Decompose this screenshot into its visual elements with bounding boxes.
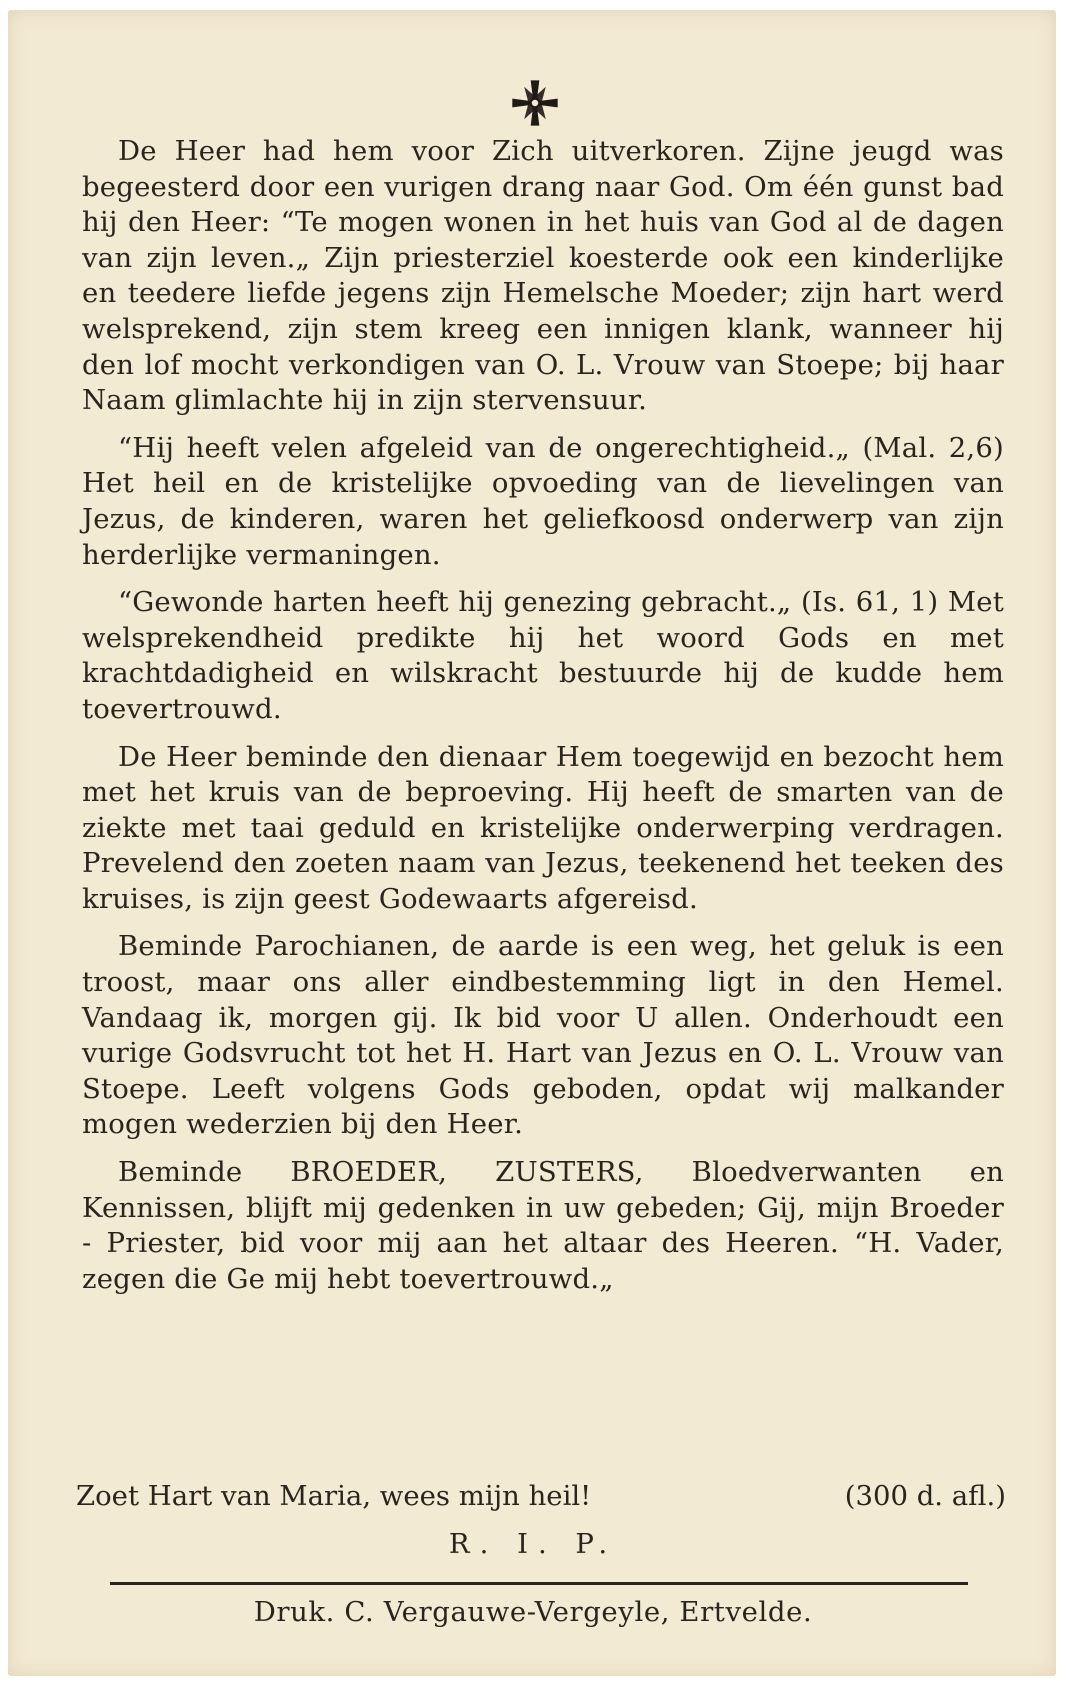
closing-prayer-row <box>76 1480 1006 1512</box>
paragraph-vocation: De Heer had hem voor Zich uitverkoren. Zijne jeugd was begeesterd door een vurigen drang naar God. Om één gunst bad hij den Heer: “Te mogen wonen in het huis van God al de dagen van zijn leven.„ Zijn priesterziel koesterde ook een kinderlijke en teedere liefde jegens zijn Hemelsche Moeder; zijn hart werd welsprekend, zijn stem kreeg een innigen klank, wanneer hij den lof mocht verkondigen van O. L. Vrouw van Stoepe; bij haar Naam glimlachte hij in zijn stervensuur. <box>82 135 1004 417</box>
closing-prayer: Zoet Hart van Maria, wees mijn heil! <box>76 1480 592 1512</box>
paragraph-illness: De Heer beminde den dienaar Hem toegewijd en bezocht hem met het kruis van de beproeving. Hij heeft de smarten van de ziekte met taai geduld en kristelijke onderwerping verdragen. Prevelend den zoeten naam van Jezus, teekenend het teeken des kruises, is zijn geest Godewaarts afgereisd. <box>82 740 1004 915</box>
paragraph-family: Beminde BROEDER, ZUSTERS, Bloedverwanten en Kennissen, blijft mij gedenken in uw gebeden; Gij, mijn Broeder - Priester, bid voor mij aan het altaar des Heeren. “H. Vader, zegen die Ge mij hebt toevertrouwd.„ <box>82 1156 1004 1295</box>
printer-imprint: Druk. C. Vergauwe-Vergeyle, Ertvelde. <box>253 1596 813 1628</box>
paragraph-parishioners: Beminde Parochianen, de aarde is een weg, het geluk is een troost, maar ons aller eindbestemming ligt in den Hemel. Vandaag ik, morgen gij. Ik bid voor U allen. Onderhoudt een vurige Godsvrucht tot het H. Hart van Jezus en O. L. Vrouw van Stoepe. Leeft volgens Gods geboden, opdat wij malkander mogen wederzien bij den Heer. <box>82 930 1004 1141</box>
rip-line: R. I. P. <box>448 1528 618 1560</box>
cross-pattee-icon <box>508 76 562 130</box>
memorial-text <box>82 134 1004 1309</box>
indulgence-note: (300 d. afl.) <box>844 1480 1006 1512</box>
divider-rule <box>110 1582 968 1585</box>
paragraph-children: “Hij heeft velen afgeleid van de ongerechtigheid.„ (Mal. 2,6) Het heil en de kristelijke opvoeding van de lievelingen van Jezus, de kinderen, waren het geliefkoosd onderwerp van zijn herderlijke vermaningen. <box>82 431 1004 571</box>
paragraph-healing: “Gewonde harten heeft hij genezing gebracht.„ (Is. 61, 1) Met welsprekendheid predikte hij het woord Gods en met krachtdadigheid en wilskracht bestuurde hij de kudde hem toevertrouwd. <box>82 586 1004 725</box>
